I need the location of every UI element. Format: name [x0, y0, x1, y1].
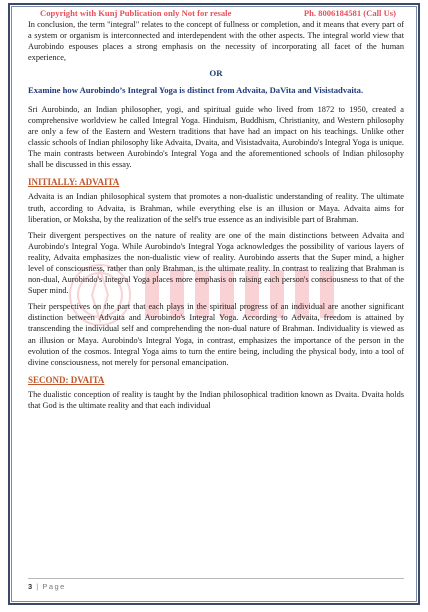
- section-heading-dvaita: SECOND: DVAITA: [28, 374, 105, 385]
- question-heading: Examine how Aurobindo’s Integral Yoga is distinct from Advaita, DaVita and Visistadvaita.: [28, 85, 364, 96]
- or-divider: OR: [209, 68, 223, 79]
- page-label: Page: [42, 582, 66, 591]
- page-content: [28, 8, 404, 411]
- page-number: 3: [28, 582, 33, 591]
- overview-paragraph: Sri Aurobindo, an Indian philosopher, yogi, and spiritual guide who lived from 1872 to 1950, created a comprehensive worldview he called Integral Yoga. Hinduism, Buddhism, Christianity, and Western philosophy are only a few of the Eastern and Western traditions that have had an impact on his teachings. Unlike other classic schools of Indian philosophy like Advaita, Dvaita, and Visistadvaita, Aurobindo's Integral Yoga is unique. The main contrasts between Aurobindo's Integral Yoga and the aforementioned schools of Indian philosophy shall be discussed in this essay.: [28, 104, 404, 170]
- section-heading-advaita: INITIALLY: ADVAITA: [28, 177, 120, 188]
- page-footer: [28, 578, 404, 591]
- advaita-paragraph-1: Advaita is an Indian philosophical system that promotes a non-dualistic understanding of reality. The ultimate truth, according to Advaita, is Brahman, while everything else is an illusion or Maya. Advaita aims for liberation, or Moksha, by the realization of the self's true essence as an indivisible part of Brahman.: [28, 192, 404, 224]
- advaita-paragraph-3: Their perspectives on the part that each plays in the spiritual progress of an individual are another significant distinction between Advaita and Aurobindo's Integral Yoga. According to Advaita, freedom is attained by transcending the individual self and comprehending the non-dual nature of Brahman. Individuality is viewed as an illusion or Maya. Aurobindo's Integral Yoga, in contrast, emphasizes the importance of the person in the evolution of the cosmos. Integral Yoga aims to turn the entire being, including the physical body, into a tool of divine consciousness, not merely for personal emancipation.: [28, 302, 404, 367]
- page-header: [28, 8, 404, 19]
- phone-contact: Ph. 8006184581 (Call Us): [303, 8, 396, 18]
- dvaita-paragraph-1: The dualistic conception of reality is taught by the Indian philosophical tradition known as Dvaita. Dvaita holds that God is the ultimate reality and that each individual: [28, 389, 404, 410]
- copyright-notice: Copyright with Kunj Publication only Not for resale: [40, 8, 232, 18]
- advaita-paragraph-2: Their divergent perspectives on the nature of reality are one of the main distinctions between Advaita and Aurobindo's Integral Yoga. While Aurobindo's Integral Yoga acknowledges the possibility of various layers of reality, Advaita emphasizes the non-dualistic view of reality. Aurobindo asserts that the Super mind, a higher level of consciousness, rather than only Brahman, is the ultimate reality. In contrast to realizing that Brahman is non-dual, Aurobindo's Integral Yoga places more emphasis on raising each person's consciousness to that of the Super mind.: [28, 230, 404, 296]
- intro-paragraph: In conclusion, the term "integral" relates to the concept of fullness or completion, and it means that every part of a system or organism is interconnected and interdependent with the other aspects. The integral world view that Aurobindo espouses places a strong emphasis on the necessity of incorporating all facet of the human experience,: [28, 20, 404, 63]
- footer-separator: |: [36, 582, 39, 591]
